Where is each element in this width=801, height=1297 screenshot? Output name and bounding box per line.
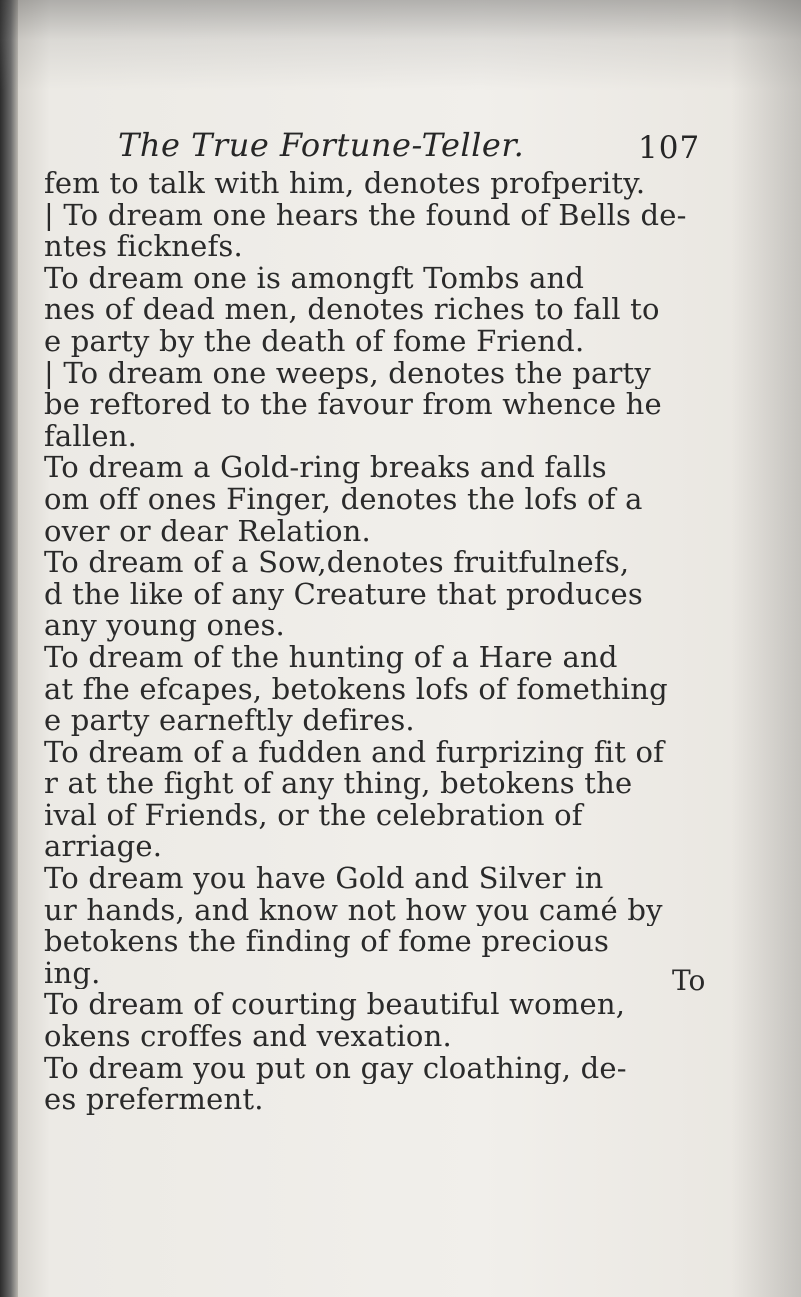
text-line: To dream you put on gay cloathing, de- xyxy=(44,1052,627,1085)
text-line: fallen. xyxy=(44,420,138,453)
text-line: ur hands, and know not how you camé by xyxy=(44,894,663,927)
text-line: e party earneftly defires. xyxy=(44,705,415,737)
text-line: betokens the finding of fome precious xyxy=(44,926,610,958)
text-line: any young ones. xyxy=(44,610,285,642)
page-number: 107 xyxy=(638,130,701,166)
text-line: es preferment. xyxy=(44,1084,264,1116)
running-head xyxy=(118,126,718,170)
text-line: To dream of the hunting of a Hare and xyxy=(44,641,618,674)
book-gutter xyxy=(0,0,18,1297)
text-line: | To dream one hears the found of Bells de- xyxy=(44,199,687,232)
text-line: To dream you have Gold and Silver in xyxy=(44,863,604,895)
text-line: e party by the death of fome Friend. xyxy=(44,325,585,358)
text-line: arriage. xyxy=(44,831,163,864)
text-line: To dream of courting beautiful women, xyxy=(44,989,626,1022)
text-line: okens croffes and vexation. xyxy=(44,1021,452,1053)
text-line: To dream a Gold-ring breaks and falls xyxy=(44,452,607,484)
text-line: | To dream one weeps, denotes the party xyxy=(44,357,651,390)
text-line: ing. xyxy=(44,957,101,990)
text-line: To dream of a Sow,denotes fruitfulnefs, xyxy=(44,547,630,579)
text-line: be reftored to the favour from whence he xyxy=(44,389,662,421)
text-line: ival of Friends, or the celebration of xyxy=(44,799,583,832)
text-line: over or dear Relation. xyxy=(44,515,371,548)
catchword: To xyxy=(672,964,706,997)
page-top-shadow xyxy=(0,0,801,90)
text-line: To dream one is amongft Tombs and xyxy=(44,262,585,295)
text-line: nes of dead men, denotes riches to fall to xyxy=(44,294,660,326)
text-line: r at the fight of any thing, betokens the xyxy=(44,768,633,800)
text-line: ntes ficknefs. xyxy=(44,231,243,263)
running-title: The True Fortune-Teller. xyxy=(118,126,525,164)
text-line: To dream of a fudden and furprizing fit of xyxy=(44,736,665,769)
text-line: at fhe efcapes, betokens lofs of fomething xyxy=(44,673,668,706)
text-line: fem to talk with him, denotes profperity. xyxy=(44,168,646,200)
text-line: d the like of any Creature that produces xyxy=(44,578,643,611)
text-line: om off ones Finger, denotes the lofs of a xyxy=(44,483,643,516)
